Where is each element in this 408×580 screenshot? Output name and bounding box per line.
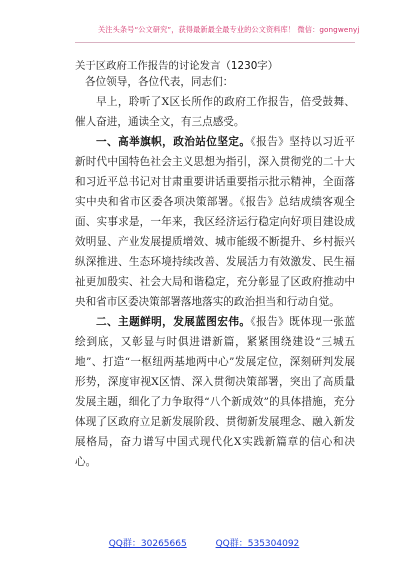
qq-group-link-2[interactable]: QQ群：535304092 xyxy=(215,539,300,549)
section-1-paragraph xyxy=(75,132,355,312)
salutation: 各位领导，各位代表，同志们： xyxy=(85,76,234,88)
document-title: 关于区政府工作报告的讨论发言（1230字） xyxy=(75,60,279,72)
section-2-heading: 二、主题鲜明，发展蓝图宏伟。 xyxy=(96,316,251,328)
intro-paragraph: 早上，聆听了X区长所作的政府工作报告，倍受鼓舞、催人奋进，通读全文，有三点感受。 xyxy=(75,96,355,128)
qq-group-link-1[interactable]: QQ群：30265665 xyxy=(108,539,187,549)
section-1-heading: 一、高举旗帜，政治站位坚定。 xyxy=(96,136,251,148)
section-2-text: 《报告》既体现一张蓝绘到底，又彰显与时俱进谱新篇，紧紧围绕建设“三城五地”、打造“一枢纽两基地两中心”发展定位，深刻研判发展形势，深度审视X区情、深入贯彻决策部署，突出了高质量发展主题，细化了力争取得“八个新成效”的具体措施，充分体现了区政府立足新发展阶段、贯彻新发展理念、融入新发展格局，奋力谱写中国式现代化X实践新篇章的信心和决心。 xyxy=(75,316,356,468)
section-2-paragraph xyxy=(75,312,355,472)
section-1-text: 《报告》坚持以习近平新时代中国特色社会主义思想为指引，深入贯彻党的二十大和习近平总书记对甘肃重要讲话重要指示批示精神，全面落实中央和省市区委各项决策部署。《报告》总结成绩客观全面、实事求是，一年来，我区经济运行稳定向好项目建设成效明显、产业发展提质增效、城市能级不断提升、乡村振兴纵深推进、生态环境持续改善、发展活力有效激发、民生福祉更加殷实、社会大局和谐稳定，充分彰显了区政府推动中央和省市区委决策部署落地落实的政治担当和行动自觉。 xyxy=(75,136,356,308)
header-divider xyxy=(75,42,355,43)
footer-contacts xyxy=(0,536,408,549)
document-body xyxy=(75,72,355,472)
header-promo-note: 关注头条号“公文研究”，获得最新最全最专业的公文资料库！ 微信：gongwenyj xyxy=(98,25,360,34)
